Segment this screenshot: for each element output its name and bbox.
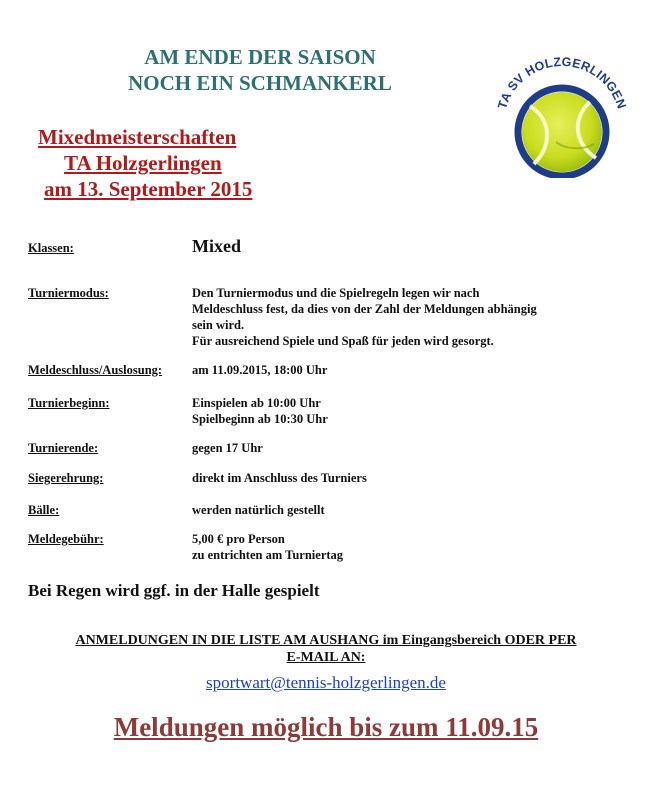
detail-label: Klassen:: [28, 241, 74, 255]
detail-label: Turnierende:: [28, 441, 99, 455]
detail-value-line: 5,00 € pro Person: [192, 532, 285, 546]
detail-value: [192, 236, 622, 256]
header-title: [70, 44, 450, 96]
detail-value-line: werden natürlich gestellt: [192, 503, 325, 517]
registration-deadline: Meldungen möglich bis zum 11.09.15: [113, 712, 539, 742]
detail-value: [192, 285, 622, 349]
detail-value: [192, 502, 622, 518]
signup-email: [0, 672, 652, 694]
detail-value-line: am 11.09.2015, 18:00 Uhr: [192, 363, 328, 377]
detail-label: Siegerehrung:: [28, 471, 104, 485]
detail-value: [192, 531, 622, 563]
detail-value: [192, 395, 622, 427]
rain-note: Bei Regen wird ggf. in der Halle gespielt: [28, 581, 320, 600]
event-date: am 13. September 2015: [44, 177, 253, 201]
signup-instructions: [0, 632, 652, 666]
detail-value: [192, 440, 622, 456]
detail-value: [192, 470, 622, 486]
detail-label: Meldegebühr:: [28, 532, 104, 546]
tennis-ball-logo-icon: [486, 46, 636, 178]
detail-value-line: sein wird.: [192, 318, 245, 332]
detail-value: [192, 362, 622, 378]
header-line-1: AM ENDE DER SAISON: [144, 45, 376, 69]
detail-label: Bälle:: [28, 503, 60, 517]
detail-label: Turnierbeginn:: [28, 396, 110, 410]
detail-value-line: zu entrichten am Turniertag: [192, 548, 344, 562]
event-title-line-2: TA Holzgerlingen: [64, 151, 222, 175]
detail-value-line: Einspielen ab 10:00 Uhr: [192, 396, 321, 410]
email-link[interactable]: sportwart@tennis-holzgerlingen.de: [206, 673, 446, 692]
signup-line-1: ANMELDUNGEN IN DIE LISTE AM AUSHANG im Eingangsbereich ODER PER: [75, 633, 577, 648]
detail-value-line: gegen 17 Uhr: [192, 441, 263, 455]
detail-value-line: Den Turniermodus und die Spielregeln legen wir nach: [192, 286, 480, 300]
detail-value-line: Mixed: [192, 236, 241, 256]
signup-line-2: E-MAIL AN:: [286, 650, 366, 665]
event-title-line-1: Mixedmeisterschaften: [38, 125, 237, 149]
detail-value-line: Spielbeginn ab 10:30 Uhr: [192, 412, 328, 426]
header-line-2: NOCH EIN SCHMANKERL: [128, 71, 392, 95]
club-logo: [486, 46, 636, 178]
detail-label: Meldeschluss/Auslosung:: [28, 363, 163, 377]
detail-value-line: direkt im Anschluss des Turniers: [192, 471, 367, 485]
detail-value-line: Für ausreichend Spiele und Spaß für jeden wird gesorgt.: [192, 334, 494, 348]
detail-label: Turniermodus:: [28, 286, 109, 300]
logo-text: TA SV HOLZGERLINGEN: [495, 54, 629, 111]
detail-value-line: Meldeschluss fest, da dies von der Zahl der Meldungen abhängig: [192, 302, 537, 316]
